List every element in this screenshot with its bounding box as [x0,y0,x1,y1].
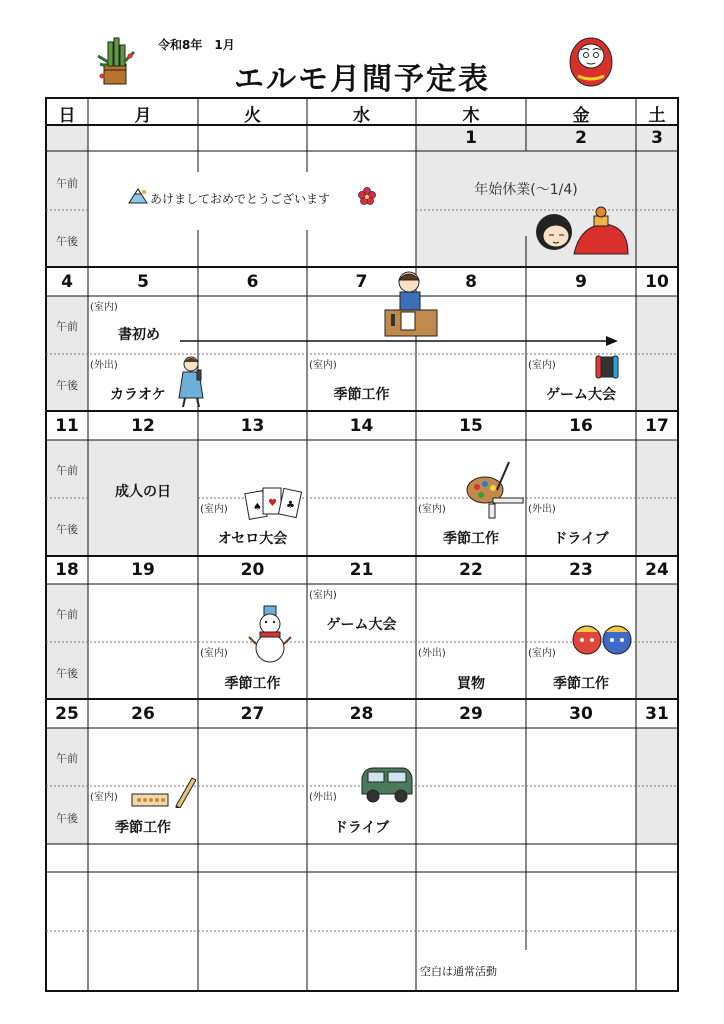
slot-am-label: 午前 [56,752,78,765]
location-tag: (外出) [90,360,118,371]
day-number: 20 [240,560,265,580]
location-tag: (外出) [309,792,337,803]
day-number: 30 [569,704,593,724]
karaoke-singer-icon [175,356,207,412]
page-title: エルモ月間予定表 [234,62,490,97]
day-number: 9 [575,272,587,292]
slot-pm-label: 午後 [56,523,78,536]
day-number: 26 [131,704,155,724]
day-number: 5 [137,272,149,292]
car-icon [358,764,414,808]
slot-am-label: 午前 [56,320,78,333]
day-number: 7 [355,272,368,292]
footer-note: 空白は通常活動 [420,965,497,978]
day-number: 6 [246,272,259,292]
weekday-mon: 月 [134,106,152,126]
weekday-sun: 日 [58,106,76,126]
event-label: 季節工作 [224,676,281,692]
day-number: 4 [61,272,73,292]
day-number: 18 [55,560,79,580]
event-label: ゲーム大会 [546,387,616,403]
event-label: カラオケ [110,387,166,403]
day-number: 2 [575,128,587,148]
slot-pm-label: 午後 [56,235,78,248]
event-label: 季節工作 [115,820,171,836]
location-tag: (外出) [418,648,446,659]
day-number: 24 [645,560,669,580]
day-number: 10 [645,272,669,292]
snowman-icon [248,604,292,668]
day-number: 27 [240,704,265,724]
location-tag: (室内) [528,360,556,371]
day-number: 25 [55,704,79,724]
day-number: 21 [349,560,374,580]
abacus-pencil-icon [130,774,196,812]
event-label: オセロ大会 [217,531,288,547]
sleeping-child-kotatsu-icon [534,206,630,260]
location-tag: (室内) [528,648,556,659]
day-number: 15 [459,416,483,436]
location-tag: (室内) [90,302,118,313]
location-tag: (室内) [200,648,228,659]
event-label: ゲーム大会 [326,617,397,633]
svg-text:♣: ♣ [286,500,295,511]
location-tag: (室内) [418,504,446,515]
slot-am-label: 午前 [56,464,78,477]
location-tag: (外出) [528,504,556,515]
day-number: 23 [569,560,593,580]
event-label: 季節工作 [553,676,609,692]
slot-am-label: 午前 [56,177,78,190]
weekday-sat: 土 [648,106,666,126]
day-number: 11 [55,416,79,436]
day-number: 28 [349,704,374,724]
oni-masks-icon [570,620,636,660]
day-number: 31 [645,704,669,724]
weekday-fri: 金 [572,106,590,126]
day-number: 3 [651,128,663,148]
event-label: 季節工作 [443,531,499,547]
slot-pm-label: 午後 [56,379,78,392]
paint-palette-icon [463,460,525,526]
slot-pm-label: 午後 [56,812,78,825]
location-tag: (室内) [90,792,118,803]
day-number: 19 [131,560,155,580]
day-number: 29 [459,704,483,724]
svg-text:♥: ♥ [268,498,277,509]
svg-text:♠: ♠ [253,502,262,513]
day-number: 14 [349,416,374,436]
day-number: 1 [465,128,477,148]
day-number: 22 [459,560,483,580]
event-label: ドライブ [333,820,390,836]
event-label: 買物 [457,676,485,692]
location-tag: (室内) [200,504,228,515]
event-label: 季節工作 [333,387,390,403]
weekday-thu: 木 [462,106,480,126]
slot-am-label: 午前 [56,608,78,621]
new-year-holiday: 年始休業(〜1/4) [474,182,578,198]
new-year-greeting: あけましておめでとうございます [150,192,331,206]
location-tag: (室内) [309,590,337,601]
plum-blossom-icon [358,187,376,209]
event-label: ドライブ [553,531,609,547]
era-month-label: 令和8年 1月 [158,38,235,52]
day-number: 12 [131,416,155,436]
event-label: 成人の日 [115,484,171,500]
day-number: 8 [465,272,477,292]
calligraphy-child-icon [383,270,439,344]
slot-pm-label: 午後 [56,667,78,680]
weekday-wed: 水 [353,106,370,126]
event-label: 書初め [118,327,160,343]
weekday-tue: 火 [244,106,261,126]
game-console-icon [595,354,619,384]
day-number: 17 [645,416,669,436]
location-tag: (室内) [309,360,337,371]
mount-fuji-icon [128,188,148,208]
day-number: 13 [240,416,265,436]
playing-cards-icon [243,484,305,526]
day-number: 16 [569,416,593,436]
